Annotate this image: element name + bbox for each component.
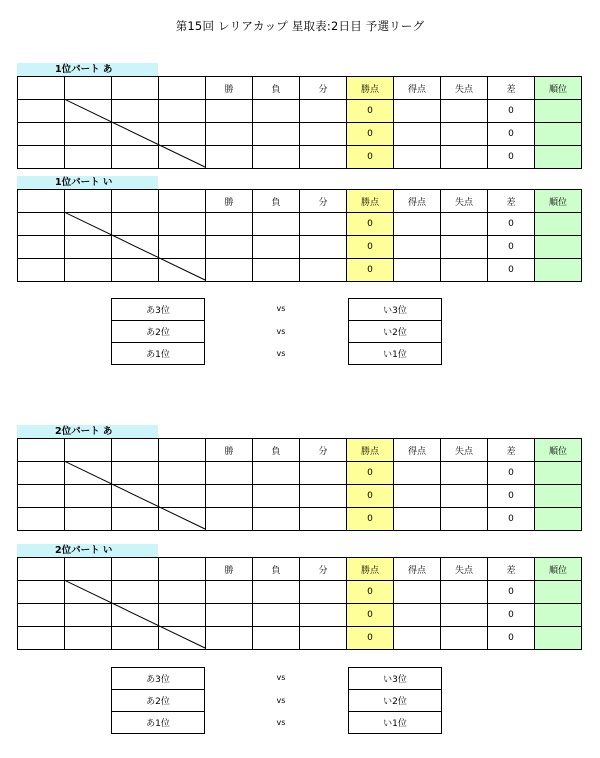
points-cell: 0 — [347, 485, 394, 508]
group-label: 2位パート い — [17, 544, 158, 557]
diff-cell: 0 — [488, 485, 535, 508]
diff-cell: 0 — [488, 213, 535, 236]
header-goals-against: 失点 — [441, 190, 488, 213]
matchup-left-cell: あ1位 — [112, 343, 205, 365]
header-goals-for: 得点 — [394, 190, 441, 213]
points-cell: 0 — [347, 627, 394, 650]
rank-cell — [535, 508, 582, 531]
matchup-right-cell: い2位 — [349, 690, 442, 712]
header-goals-for: 得点 — [394, 77, 441, 100]
header-rank: 順位 — [535, 77, 582, 100]
points-cell: 0 — [347, 462, 394, 485]
table-row — [18, 213, 582, 236]
header-points: 勝点 — [347, 439, 394, 462]
header-win: 勝 — [206, 558, 253, 581]
points-cell: 0 — [347, 123, 394, 146]
matchup-right-cell: い1位 — [349, 343, 442, 365]
vs-label: vs — [276, 327, 286, 336]
diff-cell: 0 — [488, 462, 535, 485]
vs-label: vs — [276, 696, 286, 705]
header-draw: 分 — [300, 558, 347, 581]
points-cell: 0 — [347, 508, 394, 531]
header-loss: 負 — [253, 190, 300, 213]
points-cell: 0 — [347, 213, 394, 236]
matchup-left-table — [111, 667, 205, 734]
rank-cell — [535, 485, 582, 508]
header-points: 勝点 — [347, 558, 394, 581]
diff-cell: 0 — [488, 146, 535, 169]
rank-cell — [535, 123, 582, 146]
header-draw: 分 — [300, 190, 347, 213]
header-diff: 差 — [488, 77, 535, 100]
header-goals-against: 失点 — [441, 558, 488, 581]
vs-label: vs — [276, 304, 286, 313]
matchup-left-table — [111, 298, 205, 365]
table-row — [18, 627, 582, 650]
header-row — [18, 558, 582, 581]
matchup-right-cell: い3位 — [349, 668, 442, 690]
diff-cell: 0 — [488, 508, 535, 531]
rank-cell — [535, 604, 582, 627]
standings-table — [17, 76, 582, 169]
rank-cell — [535, 100, 582, 123]
header-goals-against: 失点 — [441, 439, 488, 462]
header-goals-for: 得点 — [394, 439, 441, 462]
diff-cell: 0 — [488, 604, 535, 627]
matchup-left-cell: あ3位 — [112, 299, 205, 321]
points-cell: 0 — [347, 581, 394, 604]
header-rank: 順位 — [535, 439, 582, 462]
table-row — [18, 236, 582, 259]
matchup-left-cell: あ3位 — [112, 668, 205, 690]
header-goals-against: 失点 — [441, 77, 488, 100]
group-label: 2位パート あ — [17, 425, 158, 438]
vs-label: vs — [276, 349, 286, 358]
table-row — [18, 462, 582, 485]
vs-label: vs — [276, 673, 286, 682]
header-rank: 順位 — [535, 558, 582, 581]
points-cell: 0 — [347, 236, 394, 259]
standings-table — [17, 189, 582, 282]
header-row — [18, 190, 582, 213]
standings-table — [17, 557, 582, 650]
points-cell: 0 — [347, 604, 394, 627]
matchup-right-cell: い1位 — [349, 712, 442, 734]
header-loss: 負 — [253, 439, 300, 462]
rank-cell — [535, 146, 582, 169]
header-diff: 差 — [488, 558, 535, 581]
matchup-left-cell: あ2位 — [112, 690, 205, 712]
page-title: 第15回 レリアカップ 星取表:2日目 予選リーグ — [175, 19, 425, 33]
rank-cell — [535, 213, 582, 236]
matchup-right-table — [348, 667, 442, 734]
diff-cell: 0 — [488, 627, 535, 650]
table-row — [18, 259, 582, 282]
table-row — [18, 100, 582, 123]
diff-cell: 0 — [488, 236, 535, 259]
points-cell: 0 — [347, 100, 394, 123]
header-loss: 負 — [253, 77, 300, 100]
rank-cell — [535, 627, 582, 650]
diff-cell: 0 — [488, 581, 535, 604]
points-cell: 0 — [347, 259, 394, 282]
diff-cell: 0 — [488, 100, 535, 123]
header-draw: 分 — [300, 77, 347, 100]
header-win: 勝 — [206, 77, 253, 100]
header-points: 勝点 — [347, 77, 394, 100]
header-points: 勝点 — [347, 190, 394, 213]
group-label: 1位パート い — [17, 176, 158, 189]
rank-cell — [535, 581, 582, 604]
matchup-right-cell: い3位 — [349, 299, 442, 321]
rank-cell — [535, 236, 582, 259]
vs-label: vs — [276, 718, 286, 727]
header-draw: 分 — [300, 439, 347, 462]
table-row — [18, 485, 582, 508]
rank-cell — [535, 462, 582, 485]
standings-table — [17, 438, 582, 531]
group-label: 1位パート あ — [17, 63, 158, 76]
diff-cell: 0 — [488, 123, 535, 146]
matchup-right-cell: い2位 — [349, 321, 442, 343]
table-row — [18, 604, 582, 627]
header-rank: 順位 — [535, 190, 582, 213]
diff-cell: 0 — [488, 259, 535, 282]
header-win: 勝 — [206, 439, 253, 462]
header-goals-for: 得点 — [394, 558, 441, 581]
header-row — [18, 439, 582, 462]
table-row — [18, 508, 582, 531]
matchup-left-cell: あ1位 — [112, 712, 205, 734]
table-row — [18, 146, 582, 169]
table-row — [18, 581, 582, 604]
header-row — [18, 77, 582, 100]
header-diff: 差 — [488, 190, 535, 213]
points-cell: 0 — [347, 146, 394, 169]
rank-cell — [535, 259, 582, 282]
header-win: 勝 — [206, 190, 253, 213]
header-loss: 負 — [253, 558, 300, 581]
header-diff: 差 — [488, 439, 535, 462]
matchup-left-cell: あ2位 — [112, 321, 205, 343]
matchup-right-table — [348, 298, 442, 365]
table-row — [18, 123, 582, 146]
